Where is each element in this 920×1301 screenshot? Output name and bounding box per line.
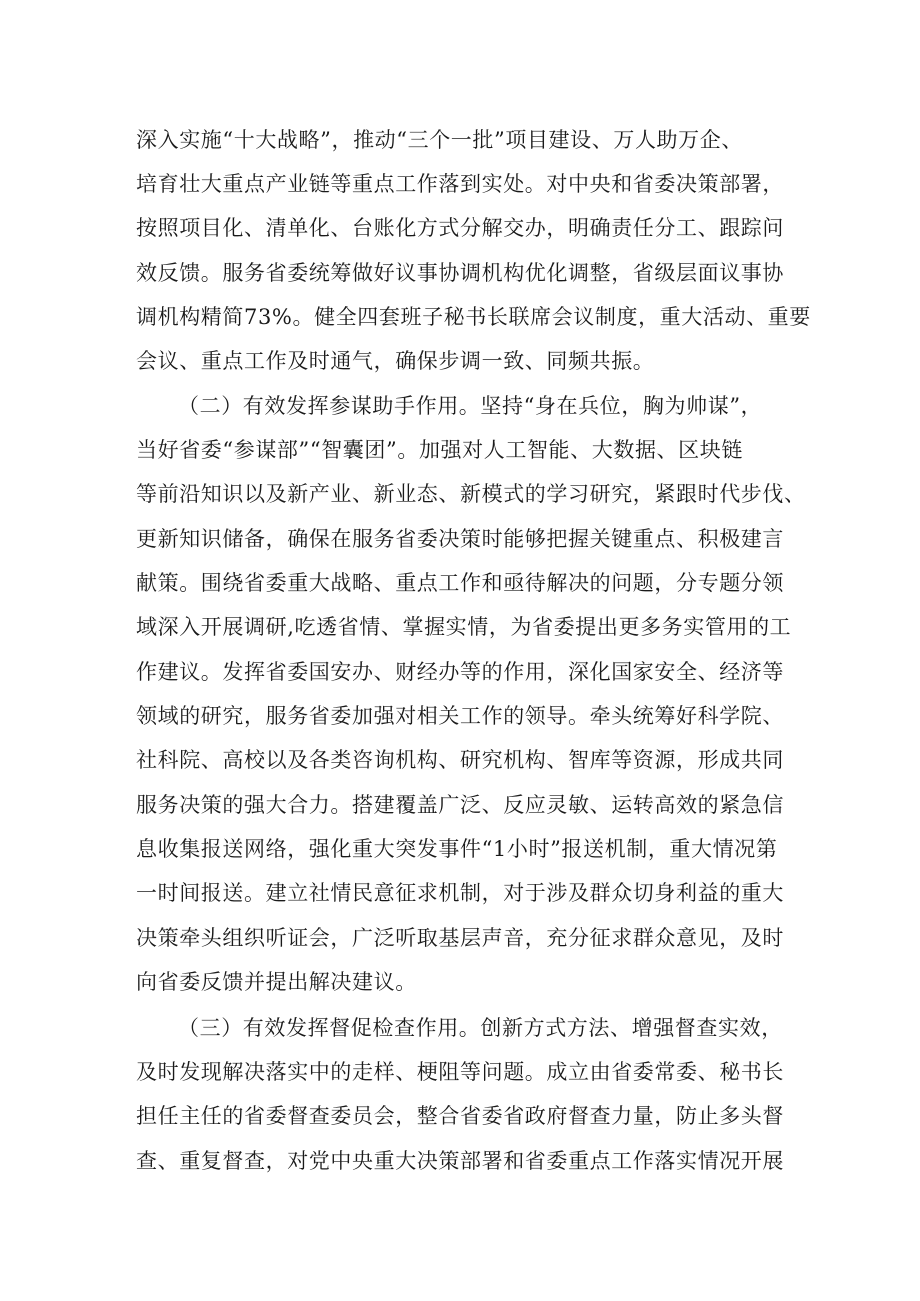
text-line: 效反馈。服务省委统筹做好议事协调机构优化调整，省级层面议事协: [136, 261, 784, 285]
text-line: 培育壮大重点产业链等重点工作落到实处。对中央和省委决策部署，: [136, 172, 784, 196]
text-line: 会议、重点工作及时通气，确保步调一致、同频共振。: [136, 349, 655, 373]
text-line: 一时间报送。建立社情民意征求机制，对于涉及群众切身利益的重大: [136, 881, 784, 905]
text-line: 及时发现解决落实中的走样、梗阻等问题。成立由省委常委、秘书长: [136, 1060, 784, 1084]
text-line: 献策。围绕省委重大战略、重点工作和亟待解决的问题，分专题分领: [136, 571, 784, 595]
text-line: 当好省委“参谋部”“智囊团”。加强对人工智能、大数据、区块链: [136, 438, 743, 462]
text-line: 决策牵头组织听证会，广泛听取基层声音，充分征求群众意见，及时: [136, 926, 784, 950]
text-line: 域深入开展调研,吃透省情、掌握实情，为省委提出更多务实管用的工: [136, 615, 792, 639]
text-line: 向省委反馈并提出解决建议。: [136, 970, 417, 994]
text-line: 领域的研究，服务省委加强对相关工作的领导。牵头统筹好科学院、: [136, 704, 784, 728]
text-line: 担任主任的省委督查委员会，整合省委省政府督查力量，防止多头督: [136, 1104, 784, 1128]
text-line: 社科院、高校以及各类咨询机构、研究机构、智库等资源，形成共同: [136, 748, 784, 772]
text-line: 作建议。发挥省委国安办、财经办等的作用，深化国家安全、经济等: [136, 660, 784, 684]
text-line: 查、重复督查，对党中央重大决策部署和省委重点工作落实情况开展: [136, 1149, 784, 1173]
text-line: 服务决策的强大合力。搭建覆盖广泛、反应灵敏、运转高效的紧急信: [136, 793, 784, 817]
text-line: 更新知识储备，确保在服务省委决策时能够把握关键重点、积极建言: [136, 527, 784, 551]
text-line: 深入实施“十大战略”，推动“三个一批”项目建设、万人助万企、: [136, 128, 743, 152]
section-heading-line: （三）有效发挥督促检查作用。创新方式方法、增强督查实效，: [178, 1016, 783, 1040]
text-line: 按照项目化、清单化、台账化方式分解交办，明确责任分工、跟踪问: [136, 216, 784, 240]
section-heading-line: （二）有效发挥参谋助手作用。坚持“身在兵位，胸为帅谋”，: [178, 394, 763, 418]
text-line: 息收集报送网络，强化重大突发事件“1小时”报送机制，重大情况第: [136, 837, 778, 861]
text-line: 调机构精简73%。健全四套班子秘书长联席会议制度，重大活动、重要: [136, 305, 811, 329]
text-line: 等前沿知识以及新产业、新业态、新模式的学习研究，紧跟时代步伐、: [136, 482, 806, 506]
